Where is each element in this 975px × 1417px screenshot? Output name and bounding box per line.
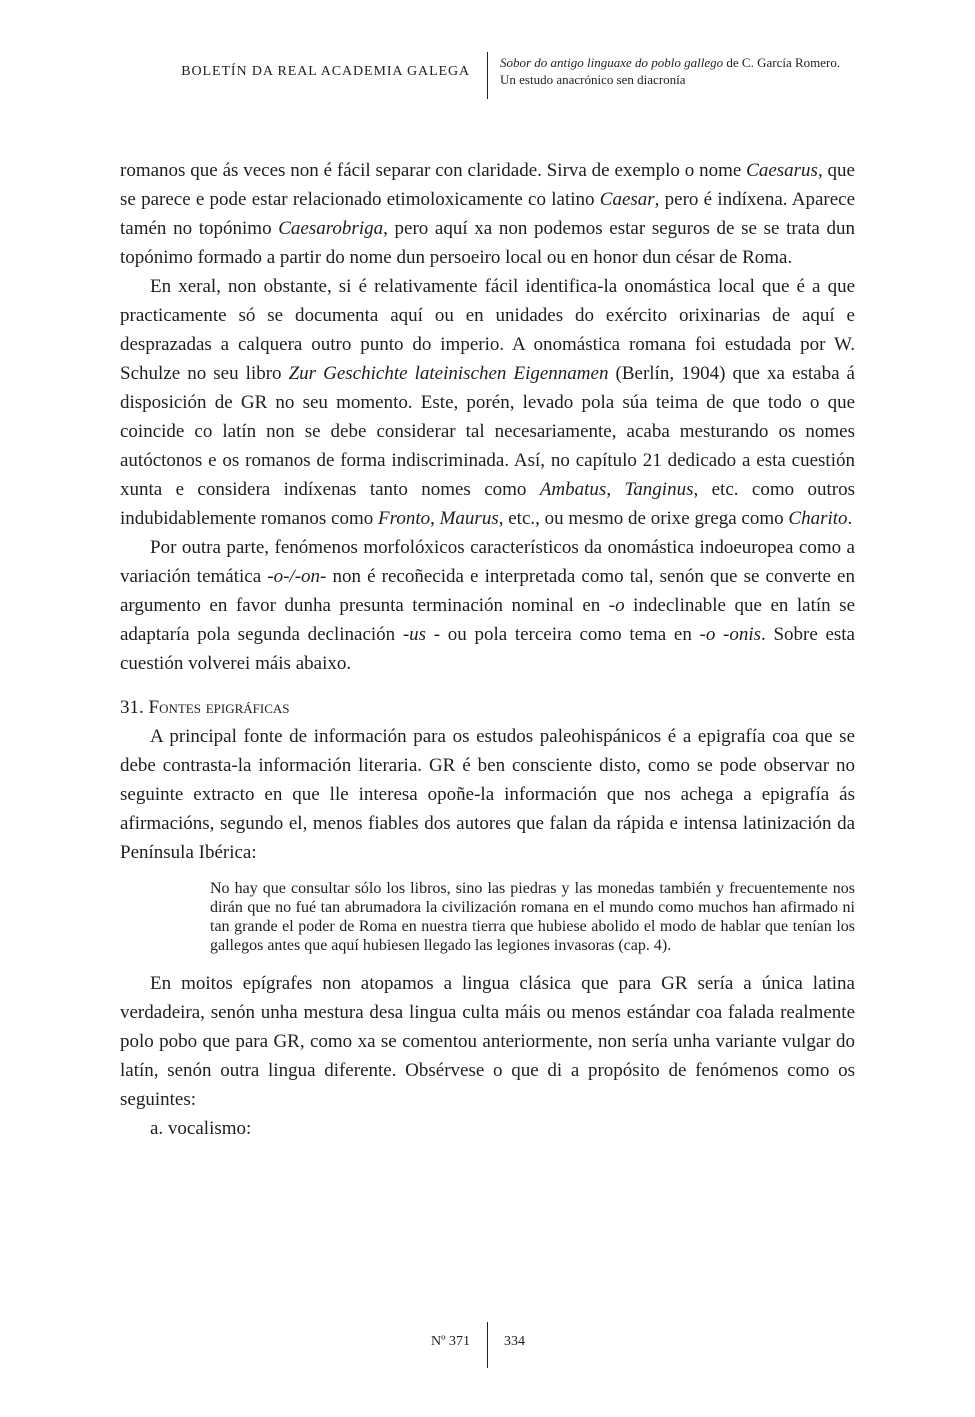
- header-divider: [487, 52, 488, 99]
- article-body: [120, 156, 855, 1143]
- paragraph-5: En moitos epígrafes non atopamos a lingua clásica que para GR sería a única latina verdadeira, senón unha mestura desa lingua culta máis ou menos estándar coa falada realmente polo pobo que para GR, como xa se comentou anteriormente, non sería unha variante vulgar do latín, senón outra lingua diferente. Obsérvese o que di a propósito de fenómenos como os seguintes:: [120, 973, 855, 1110]
- article-subtitle: Un estudo anacrónico sen diacronía: [500, 72, 686, 87]
- article-title-italic: Sobor do antigo linguaxe do poblo gallego: [500, 55, 724, 70]
- page-number: 334: [504, 1334, 525, 1349]
- section-heading: 31. Fontes epigráficas: [120, 697, 290, 718]
- paragraph-2: En xeral, non obstante, si é relativamente fácil identifica-la onomástica local que é a que practicamente só se documenta aquí ou en unidades do exército orixinarias de aquí e desprazadas a calquera outro punto do imperio. A onomástica romana foi estudada por W. Schulze no seu libro Zur Geschichte lateinischen Eigennamen (Berlín, 1904) que xa estaba á disposición de GR no seu momento. Este, porén, levado pola súa teima de que todo o que coincide co latín non se debe considerar tal necesariamente, acaba mesturando os nomes autóctonos e os romanos de forma indiscriminada. Así, no capítulo 21 dedicado a esta cuestión xunta e considera indíxenas tanto nomes como Ambatus, Tanginus, etc. como outros indubidablemente romanos como Fronto, Maurus, etc., ou mesmo de orixe grega como Charito.: [120, 276, 856, 529]
- paragraph-1: romanos que ás veces non é fácil separar con claridade. Sirva de exemplo o nome Caesarus, que se parece e pode estar relacionado etimoloxicamente co latino Caesar, pero é indíxena. Aparece tamén no topónimo Caesarobriga, pero aquí xa non podemos estar seguros de se se trata dun topónimo formado a partir do nome dun persoeiro local ou en honor dun césar de Roma.: [120, 160, 855, 268]
- article-running-title: [500, 54, 880, 88]
- block-quote: No hay que consultar sólo los libros, sino las piedras y las monedas también y frecuentemente nos dirán que no fué tan abrumadora la civilización romana en el mundo como muchos han afirmado ni tan grande el poder de Roma en nuestra tierra que hubiese abolido el modo de hablar que tenían los gallegos antes que aquí hubiesen llegado las legiones invasoras (cap. 4).: [210, 880, 855, 954]
- paragraph-4: A principal fonte de información para os estudos paleohispánicos é a epigrafía coa que se debe contrasta-la información literaria. GR é ben consciente disto, como se pode observar no seguinte extracto en que lle interesa opoñe-la información que nos achega a epigrafía ás afirmacións, segundo el, menos fiables dos autores que falan da rápida e intensa latinización da Península Ibérica:: [120, 726, 855, 863]
- paragraph-3: Por outra parte, fenómenos morfolóxicos característicos da onomástica indoeuropea como a variación temática -o-/-on- non é recoñecida e interpretada como tal, senón que se converte en argumento en favor dunha presunta terminación nominal en -o indeclinable que en latín se adaptaría pola segunda declinación -us - ou pola terceira como tema en -o -onis. Sobre esta cuestión volverei máis abaixo.: [120, 537, 856, 674]
- footer-divider: [487, 1322, 488, 1368]
- article-title-author: de C. García Romero.: [723, 55, 841, 70]
- list-item: a. vocalismo:: [150, 1118, 252, 1139]
- journal-title: BOLETÍN DA REAL ACADEMIA GALEGA: [181, 64, 470, 79]
- issue-number: Nº 371: [431, 1334, 470, 1349]
